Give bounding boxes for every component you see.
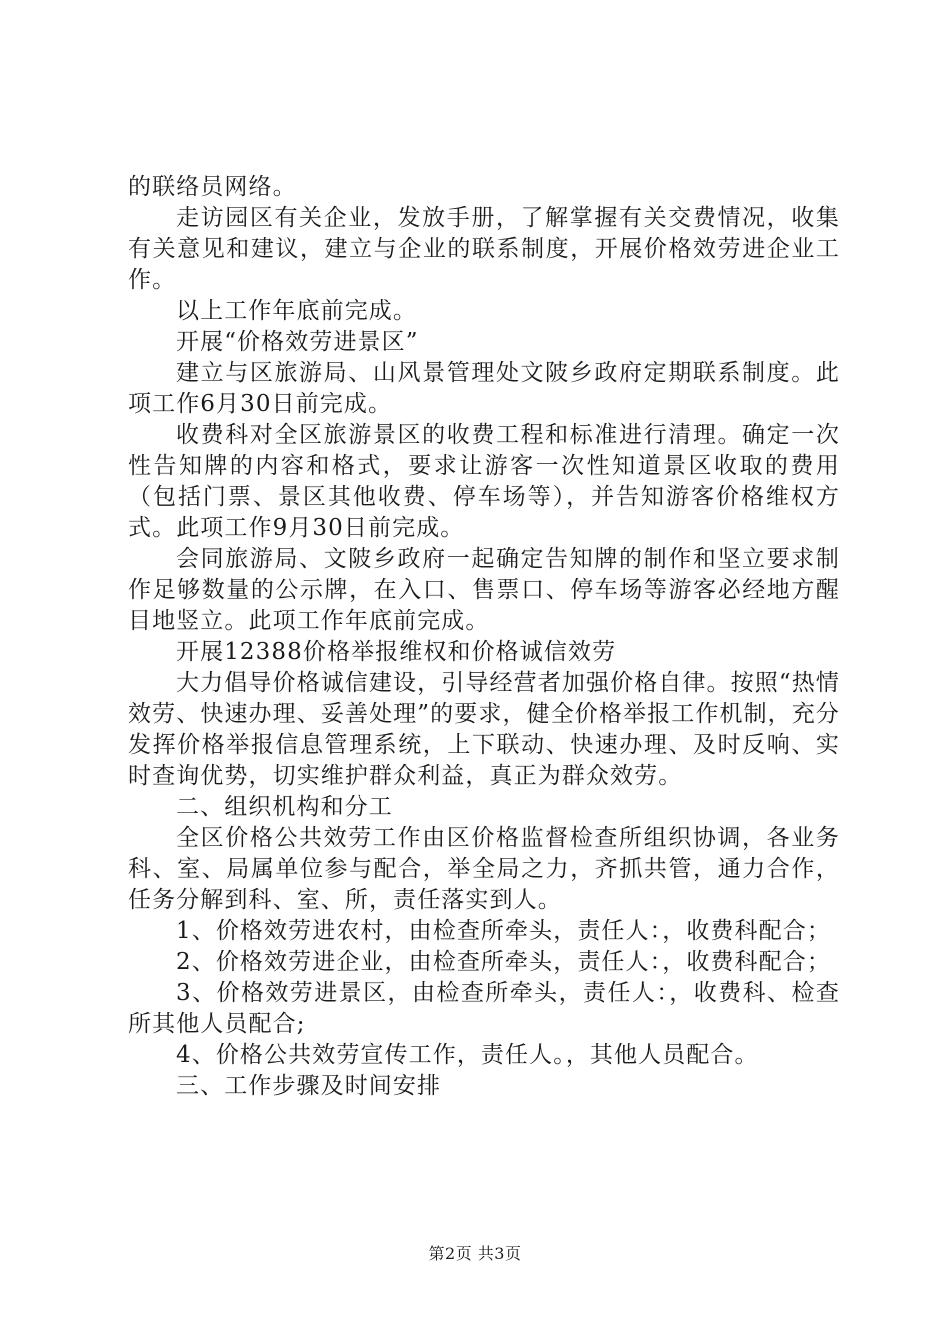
paragraph-price-integrity: 大力倡导价格诚信建设，引导经营者加强价格自律。按照“热情效劳、快速办理、妥善处理”的要求，健全价格举报工作机制，充分发挥价格举报信息管理系统，上下联动、快速办理、及时反响、实时查询优势，切实维护群众利益，真正为群众效劳。 <box>128 670 840 789</box>
paragraph-year-end-completion: 以上工作年底前完成。 <box>176 298 417 324</box>
section-heading-organization: 二、组织机构和分工 <box>176 794 393 820</box>
list-item-publicity: 4、价格公共效劳宣传工作，责任人。，其他人员配合。 <box>176 1042 759 1068</box>
paragraph-visit-enterprises: 走访园区有关企业，发放手册，了解掌握有关交费情况，收集有关意见和建议，建立与企业的联系制度，开展价格效劳进企业工作。 <box>128 205 840 293</box>
paragraph-12388-heading: 开展12388价格举报维权和价格诚信效劳 <box>176 639 617 665</box>
paragraph-tourism-liaison: 建立与区旅游局、山风景管理处文陂乡政府定期联系制度。此项工作6月30日前完成。 <box>128 360 840 417</box>
list-item-scenic: 3、价格效劳进景区，由检查所牵头，责任人：，收费科、检查所其他人员配合; <box>128 980 840 1037</box>
list-item-enterprise: 2、价格效劳进企业，由检查所牵头，责任人：，收费科配合； <box>176 949 831 975</box>
paragraph-scenic-heading: 开展“价格效劳进景区” <box>176 329 419 355</box>
paragraph-fee-cleanup: 收费科对全区旅游景区的收费工程和标准进行清理。确定一次性告知牌的内容和格式，要求让游客一次性知道景区收取的费用（包括门票、景区其他收费、停车场等），并告知游客价格维权方式。此项工作9月30日前完成。 <box>128 422 840 541</box>
document-body <box>128 172 840 1102</box>
paragraph-notice-boards: 会同旅游局、文陂乡政府一起确定告知牌的制作和坚立要求制作足够数量的公示牌，在入口、售票口、停车场等游客必经地方醒目地竖立。此项工作年底前完成。 <box>128 546 840 634</box>
section-heading-schedule: 三、工作步骤及时间安排 <box>176 1073 442 1099</box>
list-item-rural: 1、价格效劳进农村，由检查所牵头，责任人：，收费科配合； <box>176 918 831 944</box>
paragraph-contact-network: 的联络员网络。 <box>128 174 297 200</box>
paragraph-coordination: 全区价格公共效劳工作由区价格监督检查所组织协调，各业务科、室、局属单位参与配合，举全局之力，齐抓共管，通力合作，任务分解到科、室、所，责任落实到人。 <box>128 825 840 913</box>
page-number-footer: 第2页 共3页 <box>428 1244 522 1263</box>
